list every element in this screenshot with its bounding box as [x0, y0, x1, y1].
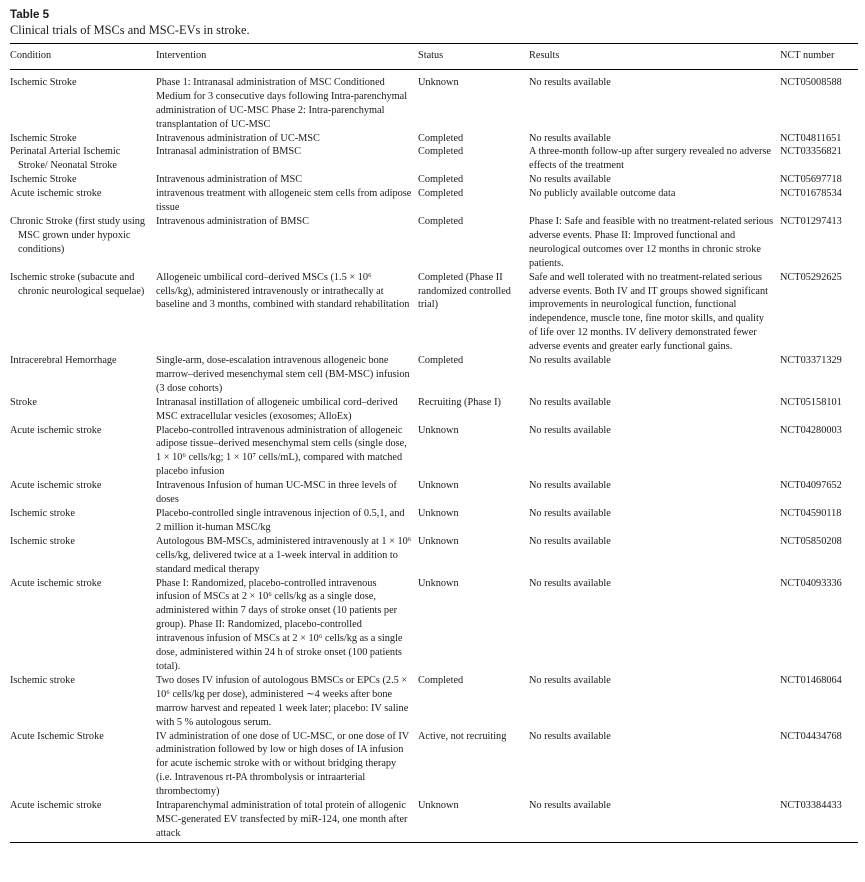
cell-results: No results available [529, 674, 611, 686]
cell-results: No results available [529, 76, 611, 88]
cell-nct-number: NCT04280003 [780, 424, 842, 436]
cell-intervention: IV administration of one dose of UC-MSC, or one dose of IV administration followed by low or high doses of IA infusion for acute ischemic stroke with or without bridging therapy (i.e. Intravenous rt-PA thrombolysis or intraarterial thrombectomy) [156, 730, 410, 798]
cell-nct-number: NCT04097652 [780, 480, 842, 492]
table-row [10, 535, 858, 577]
header-row [10, 44, 858, 69]
cell-condition: Chronic Stroke (first study using MSC grown under hypoxic conditions) [10, 215, 145, 255]
cell-status: Unknown [418, 535, 459, 547]
table-row [10, 271, 858, 354]
cell-intervention: intravenous treatment with allogeneic stem cells from adipose tissue [156, 188, 412, 214]
cell-condition: Acute ischemic stroke [10, 480, 102, 492]
cell-status: Completed [418, 355, 464, 367]
cell-nct-number: NCT05292625 [780, 271, 842, 283]
cell-condition: Ischemic Stroke [10, 76, 77, 88]
cell-status: Active, not recruiting [418, 730, 507, 742]
cell-condition: Acute ischemic stroke [10, 188, 102, 200]
cell-status: Completed [418, 188, 464, 200]
cell-nct-number: NCT01678534 [780, 188, 842, 200]
bottom-rule [10, 842, 858, 843]
cell-results: Phase I: Safe and feasible with no treatment-related serious adverse events. Phase II: Improved functional and neurological outcomes over 12 months in chronic stroke patients. [529, 215, 774, 269]
cell-intervention: Intranasal administration of BMSC [156, 146, 301, 158]
cell-condition: Ischemic stroke [10, 508, 75, 519]
table-row [10, 132, 858, 146]
cell-condition: Intracerebral Hemorrhage [10, 355, 117, 367]
table-row [10, 507, 858, 535]
cell-results: Safe and well tolerated with no treatment-related serious adverse events. Both IV and IT groups showed significant improvements in neurological function, functional independence, muscle tone, fine motor skills, and quality of life over 12 months. IV delivery demonstrated fewer adverse events and greater early functional gains. [529, 271, 768, 353]
cell-condition: Acute ischemic stroke [10, 424, 102, 436]
cell-intervention: Intravenous administration of MSC [156, 174, 303, 186]
header-status: Status [418, 44, 529, 69]
cell-nct-number: NCT03371329 [780, 355, 842, 367]
cell-results: No results available [529, 480, 611, 492]
cell-status: Unknown [418, 424, 459, 436]
header-nct-number: NCT number [780, 44, 858, 69]
cell-nct-number: NCT05850208 [780, 535, 842, 547]
cell-status: Completed [418, 132, 464, 144]
table-row [10, 173, 858, 187]
cell-nct-number: NCT04093336 [780, 577, 842, 589]
cell-results: No results available [529, 800, 611, 812]
cell-status: Completed (Phase II randomized controlled trial) [418, 271, 511, 311]
cell-intervention: Single-arm, dose-escalation intravenous allogeneic bone marrow–derived mesenchymal stem cell (BM-MSC) infusion (3 dose cohorts) [156, 355, 410, 394]
cell-results: No results available [529, 730, 611, 742]
cell-nct-number: NCT01468064 [780, 674, 842, 686]
cell-results: No results available [529, 355, 611, 367]
header-condition: Condition [10, 44, 156, 69]
cell-intervention: Allogeneic umbilical cord–derived MSCs (1.5 × 10⁶ cells/kg), administered intravenously or intrathecally at baseline and 3 months, combined with standard rehabilitation [156, 271, 410, 311]
cell-results: No publicly available outcome data [529, 188, 676, 200]
cell-status: Completed [418, 174, 464, 186]
cell-intervention: Phase I: Randomized, placebo-controlled intravenous infusion of MSCs at 2 × 10⁶ cells/kg as a single dose, administered within 7 days of stroke onset (10 patients per group). Phase II: Randomized, placebo-controlled intravenous infusion of MSCs at 2 × 10⁶ cells/kg as a single dose, administered within 24 h of stroke onset (100 patients total). [156, 577, 403, 672]
cell-nct-number: NCT05158101 [780, 396, 842, 408]
cell-status: Completed [418, 146, 464, 158]
table-row [10, 674, 858, 730]
header-results: Results [529, 44, 780, 69]
cell-intervention: Autologous BM-MSCs, administered intravenously at 1 × 10⁶ cells/kg, delivered twice at a 1-week interval in addition to standard medical therapy [156, 535, 412, 575]
cell-intervention: Intravenous administration of BMSC [156, 215, 310, 227]
cell-nct-number: NCT03384433 [780, 800, 842, 812]
table-row [10, 799, 858, 841]
cell-intervention: Intranasal instillation of allogeneic umbilical cord–derived MSC extracellular vesicles (exosomes; AlloEx) [156, 396, 398, 422]
cell-status: Unknown [418, 76, 459, 88]
cell-condition: Stroke [10, 396, 37, 408]
cell-condition: Ischemic stroke [10, 535, 75, 547]
clinical-trials-table [10, 44, 858, 841]
cell-status: Completed [418, 674, 464, 686]
table-row [10, 396, 858, 424]
cell-intervention: Placebo-controlled single intravenous injection of 0.5,1, and 2 million it-human MSC/kg [156, 508, 405, 533]
cell-condition: Ischemic Stroke [10, 132, 77, 144]
cell-condition: Ischemic stroke (subacute and chronic neurological sequelae) [10, 271, 145, 297]
cell-condition: Ischemic Stroke [10, 174, 77, 186]
table-row [10, 187, 858, 215]
table-figure [10, 0, 858, 843]
cell-intervention: Two doses IV infusion of autologous BMSCs or EPCs (2.5 × 10⁶ cells/kg per dose), administered ∼4 weeks after bone marrow harvest and repeated 1 week later; placebo: IV saline with 5 % autologous serum. [156, 674, 409, 728]
cell-nct-number: NCT01297413 [780, 215, 842, 227]
cell-intervention: Intravenous administration of UC-MSC [156, 132, 320, 144]
cell-nct-number: NCT03356821 [780, 146, 842, 158]
cell-intervention: Placebo-controlled intravenous administration of allogeneic adipose tissue–derived mesenchymal stem cells (single dose, 1 × 10⁶ cells/kg; 1 × 10⁷ cells/mL), compared with matched placebo infusion [156, 424, 407, 478]
table-row [10, 145, 858, 173]
table-row [10, 479, 858, 507]
cell-nct-number: NCT05697718 [780, 174, 842, 186]
cell-status: Recruiting (Phase I) [418, 396, 501, 408]
cell-nct-number: NCT04590118 [780, 508, 842, 519]
cell-condition: Ischemic stroke [10, 674, 75, 686]
table-title: Clinical trials of MSCs and MSC-EVs in stroke. [10, 23, 250, 37]
header-intervention: Intervention [156, 44, 418, 69]
cell-results: No results available [529, 577, 611, 589]
cell-results: No results available [529, 508, 611, 519]
cell-nct-number: NCT04811651 [780, 132, 842, 144]
cell-status: Unknown [418, 577, 459, 589]
table-label: Table 5 [10, 8, 50, 21]
cell-status: Unknown [418, 800, 459, 812]
cell-nct-number: NCT04434768 [780, 730, 842, 742]
cell-intervention: Phase 1: Intranasal administration of MSC Conditioned Medium for 3 consecutive days following Intra-parenchymal administration of UC-MSC Phase 2: Intra-parenchymal transplantation of UC-MSC [156, 76, 408, 130]
cell-condition: Perinatal Arterial Ischemic Stroke/ Neonatal Stroke [10, 146, 121, 172]
table-row [10, 730, 858, 800]
table-row [10, 69, 858, 131]
cell-nct-number: NCT05008588 [780, 76, 842, 88]
cell-status: Unknown [418, 480, 459, 492]
cell-intervention: Intraparenchymal administration of total protein of allogenic MSC-generated EV transfected by miR-124, one month after attack [156, 800, 408, 839]
cell-intervention: Intravenous Infusion of human UC-MSC in three levels of doses [156, 480, 397, 506]
cell-status: Unknown [418, 508, 459, 519]
table-row [10, 424, 858, 480]
cell-results: No results available [529, 535, 611, 547]
cell-results: No results available [529, 424, 611, 436]
table-row [10, 354, 858, 396]
table-row [10, 577, 858, 674]
cell-results: A three-month follow-up after surgery revealed no adverse effects of the treatment [529, 146, 771, 172]
cell-condition: Acute Ischemic Stroke [10, 730, 104, 742]
cell-condition: Acute ischemic stroke [10, 577, 102, 589]
cell-results: No results available [529, 132, 611, 144]
cell-results: No results available [529, 174, 611, 186]
cell-condition: Acute ischemic stroke [10, 800, 102, 812]
table-row [10, 215, 858, 271]
table-body [10, 69, 858, 840]
cell-results: No results available [529, 396, 611, 408]
cell-status: Completed [418, 215, 464, 227]
